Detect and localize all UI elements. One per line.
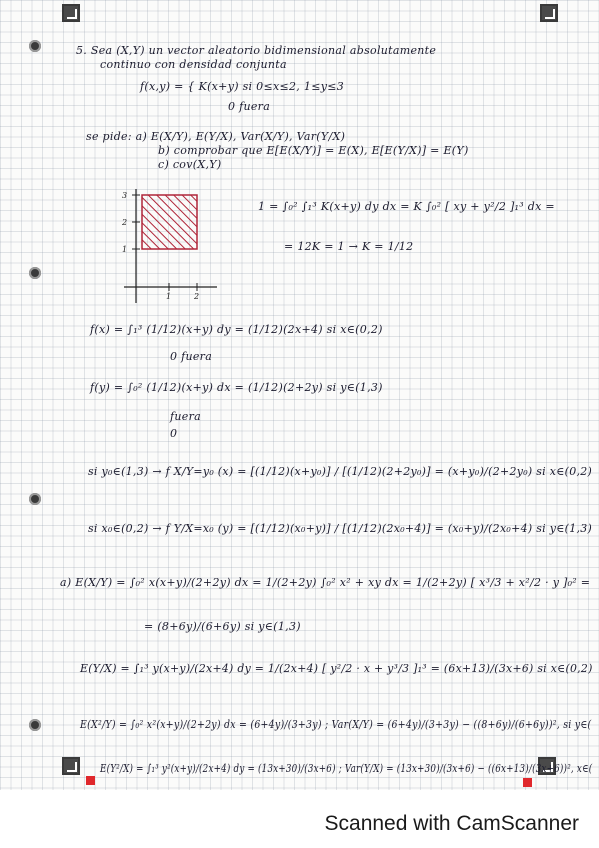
handwritten-line: f(x,y) = { K(x+y) si 0≤x≤2, 1≤y≤3 [140,80,345,93]
handwritten-line: 0 [170,427,178,440]
support-region-sketch [112,185,222,315]
handwritten-line: = 12K = 1 → K = 1/12 [284,240,414,253]
handwritten-line: E(X²/Y) = ∫₀² x²(x+y)/(2+2y) dx = (6+4y)/(3+3y) ; Var(X/Y) = (6+4y)/(3+3y) − ((8+6y)/(6+6y))², si y∈( [80,718,592,731]
binder-hole-icon [29,719,41,731]
shaded-support-rect [142,195,197,249]
handwritten-line: b) comprobar que E[E(X/Y)] = E(X), E[E(Y/X)] = E(Y) [158,144,469,157]
handwritten-line: = (8+6y)/(6+6y) si y∈(1,3) [144,620,301,633]
red-ink-mark [523,778,532,787]
handwritten-line: E(Y/X) = ∫₁³ y(x+y)/(2x+4) dy = 1/(2x+4) [ y²/2 · x + y³/3 ]₁³ = (6x+13)/(3x+6) si x∈(0,2) [80,662,593,675]
handwritten-line: se pide: a) E(X/Y), E(Y/X), Var(X/Y), Var(Y/X) [86,130,346,143]
y-tick-label: 2 [122,218,128,227]
handwritten-line: 0 fuera [170,350,213,363]
handwritten-line: E(Y²/X) = ∫₁³ y²(x+y)/(2x+4) dy = (13x+30)/(3x+6) ; Var(Y/X) = (13x+30)/(3x+6) − ((6x+13)/(3x+6))², x∈( [100,762,593,775]
handwritten-line: f(y) = ∫₀² (1/12)(x+y) dx = (1/12)(2+2y) si y∈(1,3) [90,381,383,394]
handwritten-line: 0 fuera [228,100,271,113]
handwritten-line: f(x) = ∫₁³ (1/12)(x+y) dy = (1/12)(2x+4) si x∈(0,2) [90,323,383,336]
top-right-scan-marker-icon [540,4,558,22]
x-tick-label: 2 [194,292,200,301]
handwritten-line: a) E(X/Y) = ∫₀² x(x+y)/(2+2y) dx = 1/(2+2y) ∫₀² x² + xy dx = 1/(2+2y) [ x³/3 + x²/2 · y ]₀² = [60,576,591,589]
bottom-left-scan-marker-icon [62,757,80,775]
binder-hole-icon [29,267,41,279]
y-tick-label: 1 [122,245,128,254]
handwritten-line: c) cov(X,Y) [158,158,222,171]
handwritten-line: fuera [170,410,201,423]
top-left-scan-marker-icon [62,4,80,22]
camscanner-watermark: Scanned with CamScanner [324,812,579,835]
handwritten-line: continuo con densidad conjunta [100,58,287,71]
handwritten-line: si y₀∈(1,3) → f X/Y=y₀ (x) = [(1/12)(x+y₀)] / [(1/12)(2+2y₀)] = (x+y₀)/(2+2y₀) si x∈(0,2) [88,465,593,478]
y-tick-label: 3 [122,191,128,200]
binder-hole-icon [29,40,41,52]
handwritten-line: 5. Sea (X,Y) un vector aleatorio bidimensional absolutamente [76,44,437,57]
x-tick-label: 1 [166,292,172,301]
handwritten-line: 1 = ∫₀² ∫₁³ K(x+y) dy dx = K ∫₀² [ xy + y²/2 ]₁³ dx = [258,200,555,213]
handwritten-line: si x₀∈(0,2) → f Y/X=x₀ (y) = [(1/12)(x₀+y)] / [(1/12)(2x₀+4)] = (x₀+y)/(2x₀+4) si y∈(1,3) [88,522,593,535]
binder-hole-icon [29,493,41,505]
red-ink-mark [86,776,95,785]
